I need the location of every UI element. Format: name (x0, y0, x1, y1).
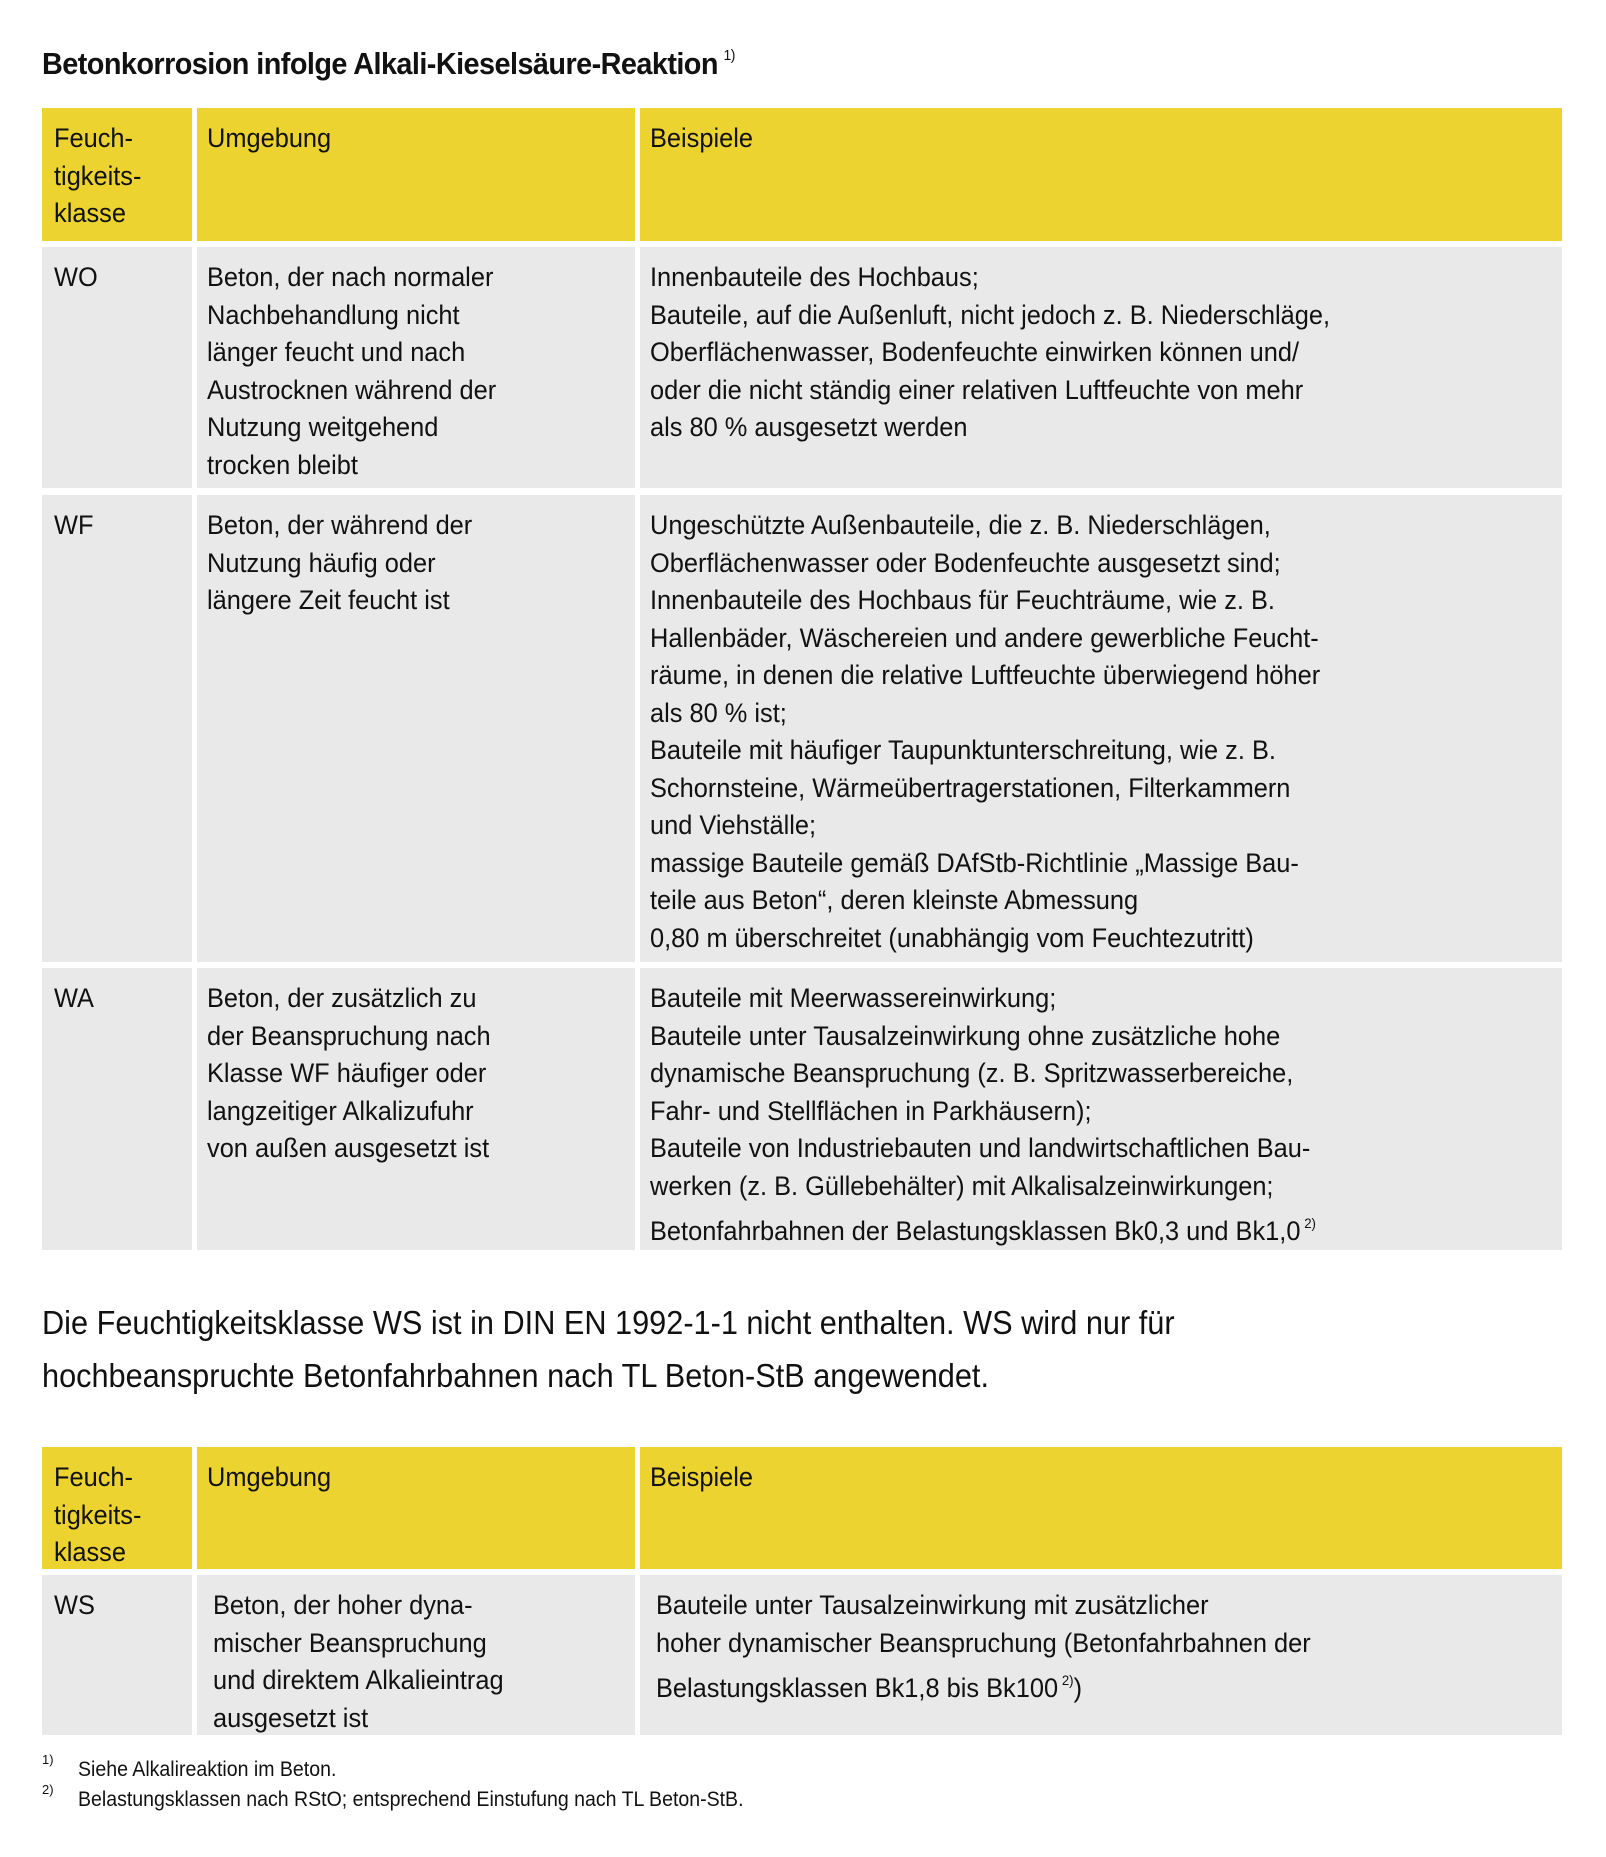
text-line: Fahr- und Stellflächen in Parkhäusern); (650, 1095, 1092, 1126)
title-text: Betonkorrosion infolge Alkali-Kieselsäure-Reaktion (42, 46, 718, 81)
cell-beispiele (640, 247, 1562, 488)
paragraph-line: hochbeanspruchte Betonfahrbahnen nach TL Beton-StB angewendet. (42, 1357, 989, 1394)
text-line: der Beanspruchung nach (207, 1020, 491, 1051)
header-cell-klasse (42, 108, 192, 241)
footnote-mark: 2) (1061, 1672, 1074, 1688)
cell-umgebung (197, 495, 635, 962)
klasse-value: WO (54, 262, 98, 292)
table-header-row (42, 1447, 1562, 1569)
cell-klasse (42, 968, 192, 1250)
header-text: Feuch- (54, 123, 134, 153)
cell-klasse (42, 495, 192, 962)
header-cell-umgebung (197, 1447, 635, 1569)
header-text: Umgebung (207, 1462, 332, 1492)
text-line: ausgesetzt ist (213, 1702, 369, 1733)
footnote-mark: 2) (42, 1782, 54, 1797)
text-line: Beton, der nach normaler (207, 262, 494, 292)
text-line: Nutzung weitgehend (207, 412, 439, 442)
footnote-mark: 2) (1304, 1215, 1316, 1231)
header-text: tigkeits- (54, 1499, 142, 1530)
footnote-mark: 1) (42, 1752, 54, 1767)
klasse-value: WF (54, 510, 94, 540)
table-header-row (42, 108, 1562, 241)
text-line (656, 1662, 1508, 1708)
text-line: Oberflächenwasser, Bodenfeuchte einwirken können und/ (650, 337, 1300, 367)
text-segment: Betonfahrbahnen der Belastungsklassen Bk0,3 und Bk1,0 (650, 1216, 1301, 1246)
text-line: Austrocknen während der (207, 374, 497, 405)
text-line: Nutzung häufig oder (207, 547, 436, 578)
text-line: trocken bleibt (207, 449, 358, 480)
header-text: Beispiele (650, 123, 754, 153)
text-segment: ) (1073, 1673, 1083, 1703)
header-text: Feuch- (54, 1462, 134, 1492)
text-line: massige Bauteile gemäß DAfStb-Richtlinie „Massige Bau- (650, 847, 1299, 878)
title-footnote-mark: 1) (723, 47, 735, 64)
text-line: Innenbauteile des Hochbaus für Feuchträume, wie z. B. (650, 585, 1275, 615)
text-line: Schornsteine, Wärmeübertragerstationen, Filterkammern (650, 772, 1291, 803)
text-line: Bauteile mit häufiger Taupunktunterschreitung, wie z. B. (650, 735, 1276, 765)
footnote-text: Siehe Alkalireaktion im Beton. (78, 1758, 337, 1781)
text-line: als 80 % ausgesetzt werden (650, 412, 968, 442)
header-text: Beispiele (650, 1462, 754, 1492)
text-line: teile aus Beton“, deren kleinste Abmessung (650, 885, 1139, 915)
text-line: Ungeschützte Außenbauteile, die z. B. Niederschlägen, (650, 510, 1271, 540)
cell-umgebung (197, 968, 635, 1250)
page-title (42, 46, 735, 82)
header-cell-umgebung (197, 108, 635, 241)
table-row (42, 495, 1562, 962)
text-line: oder die nicht ständig einer relativen Luftfeuchte von mehr (650, 374, 1304, 405)
text-line: mischer Beanspruchung (213, 1627, 487, 1658)
header-cell-beispiele (640, 108, 1562, 241)
cell-beispiele (640, 968, 1562, 1250)
cell-klasse (42, 1575, 192, 1735)
table-row (42, 247, 1562, 488)
text-line: als 80 % ist; (650, 697, 787, 728)
ws-note-paragraph (42, 1296, 1260, 1402)
table-row (42, 1575, 1562, 1735)
text-segment: Belastungsklassen Bk1,8 bis Bk100 (656, 1673, 1059, 1703)
text-line: langzeitiger Alkalizufuhr (207, 1095, 474, 1126)
header-text: klasse (54, 198, 126, 228)
text-line: 0,80 m überschreitet (unabhängig vom Feuchtezutritt) (650, 922, 1254, 953)
text-line: Beton, der zusätzlich zu (207, 983, 477, 1013)
text-line: werken (z. B. Güllebehälter) mit Alkalisalzeinwirkungen; (650, 1170, 1274, 1201)
text-line (650, 1205, 1507, 1251)
header-text: Umgebung (207, 123, 332, 153)
text-line: Bauteile unter Tausalzeinwirkung mit zusätzlicher (656, 1590, 1209, 1620)
text-line: Nachbehandlung nicht (207, 299, 460, 330)
text-line: längere Zeit feucht ist (207, 585, 450, 615)
header-cell-beispiele (640, 1447, 1562, 1569)
text-line: Oberflächenwasser oder Bodenfeuchte ausgesetzt sind; (650, 547, 1281, 578)
header-cell-klasse (42, 1447, 192, 1569)
text-line: räume, in denen die relative Luftfeuchte überwiegend höher (650, 660, 1321, 690)
header-text: tigkeits- (54, 160, 142, 191)
cell-umgebung (197, 247, 635, 488)
klasse-value: WS (54, 1590, 95, 1620)
text-line: Bauteile mit Meerwassereinwirkung; (650, 983, 1057, 1013)
text-line: und Viehställe; (650, 810, 817, 840)
text-line: Bauteile unter Tausalzeinwirkung ohne zusätzliche hohe (650, 1020, 1281, 1051)
text-line: Beton, der während der (207, 510, 473, 540)
text-line: von außen ausgesetzt ist (207, 1133, 490, 1163)
text-line: Klasse WF häufiger oder (207, 1058, 487, 1088)
text-line: länger feucht und nach (207, 337, 466, 367)
text-line: und direktem Alkalieintrag (213, 1665, 504, 1695)
text-line: Innenbauteile des Hochbaus; (650, 262, 979, 292)
cell-klasse (42, 247, 192, 488)
text-line: Beton, der hoher dyna- (213, 1590, 473, 1620)
cell-beispiele (640, 495, 1562, 962)
header-text: klasse (54, 1537, 126, 1567)
cell-beispiele (640, 1575, 1562, 1735)
cell-umgebung (197, 1575, 635, 1735)
text-line: dynamische Beanspruchung (z. B. Spritzwasserbereiche, (650, 1058, 1294, 1088)
klasse-value: WA (54, 983, 94, 1013)
footnote-text: Belastungsklassen nach RStO; entsprechend Einstufung nach TL Beton-StB. (78, 1788, 744, 1811)
text-line: hoher dynamischer Beanspruchung (Betonfahrbahnen der (656, 1627, 1311, 1658)
text-line: Hallenbäder, Wäschereien und andere gewerbliche Feucht- (650, 622, 1319, 653)
table-row (42, 968, 1562, 1250)
text-line: Bauteile von Industriebauten und landwirtschaftlichen Bau- (650, 1133, 1311, 1163)
paragraph-line: Die Feuchtigkeitsklasse WS ist in DIN EN 1992-1-1 nicht enthalten. WS wird nur für (42, 1304, 1175, 1341)
text-line: Bauteile, auf die Außenluft, nicht jedoch z. B. Niederschläge, (650, 299, 1331, 330)
